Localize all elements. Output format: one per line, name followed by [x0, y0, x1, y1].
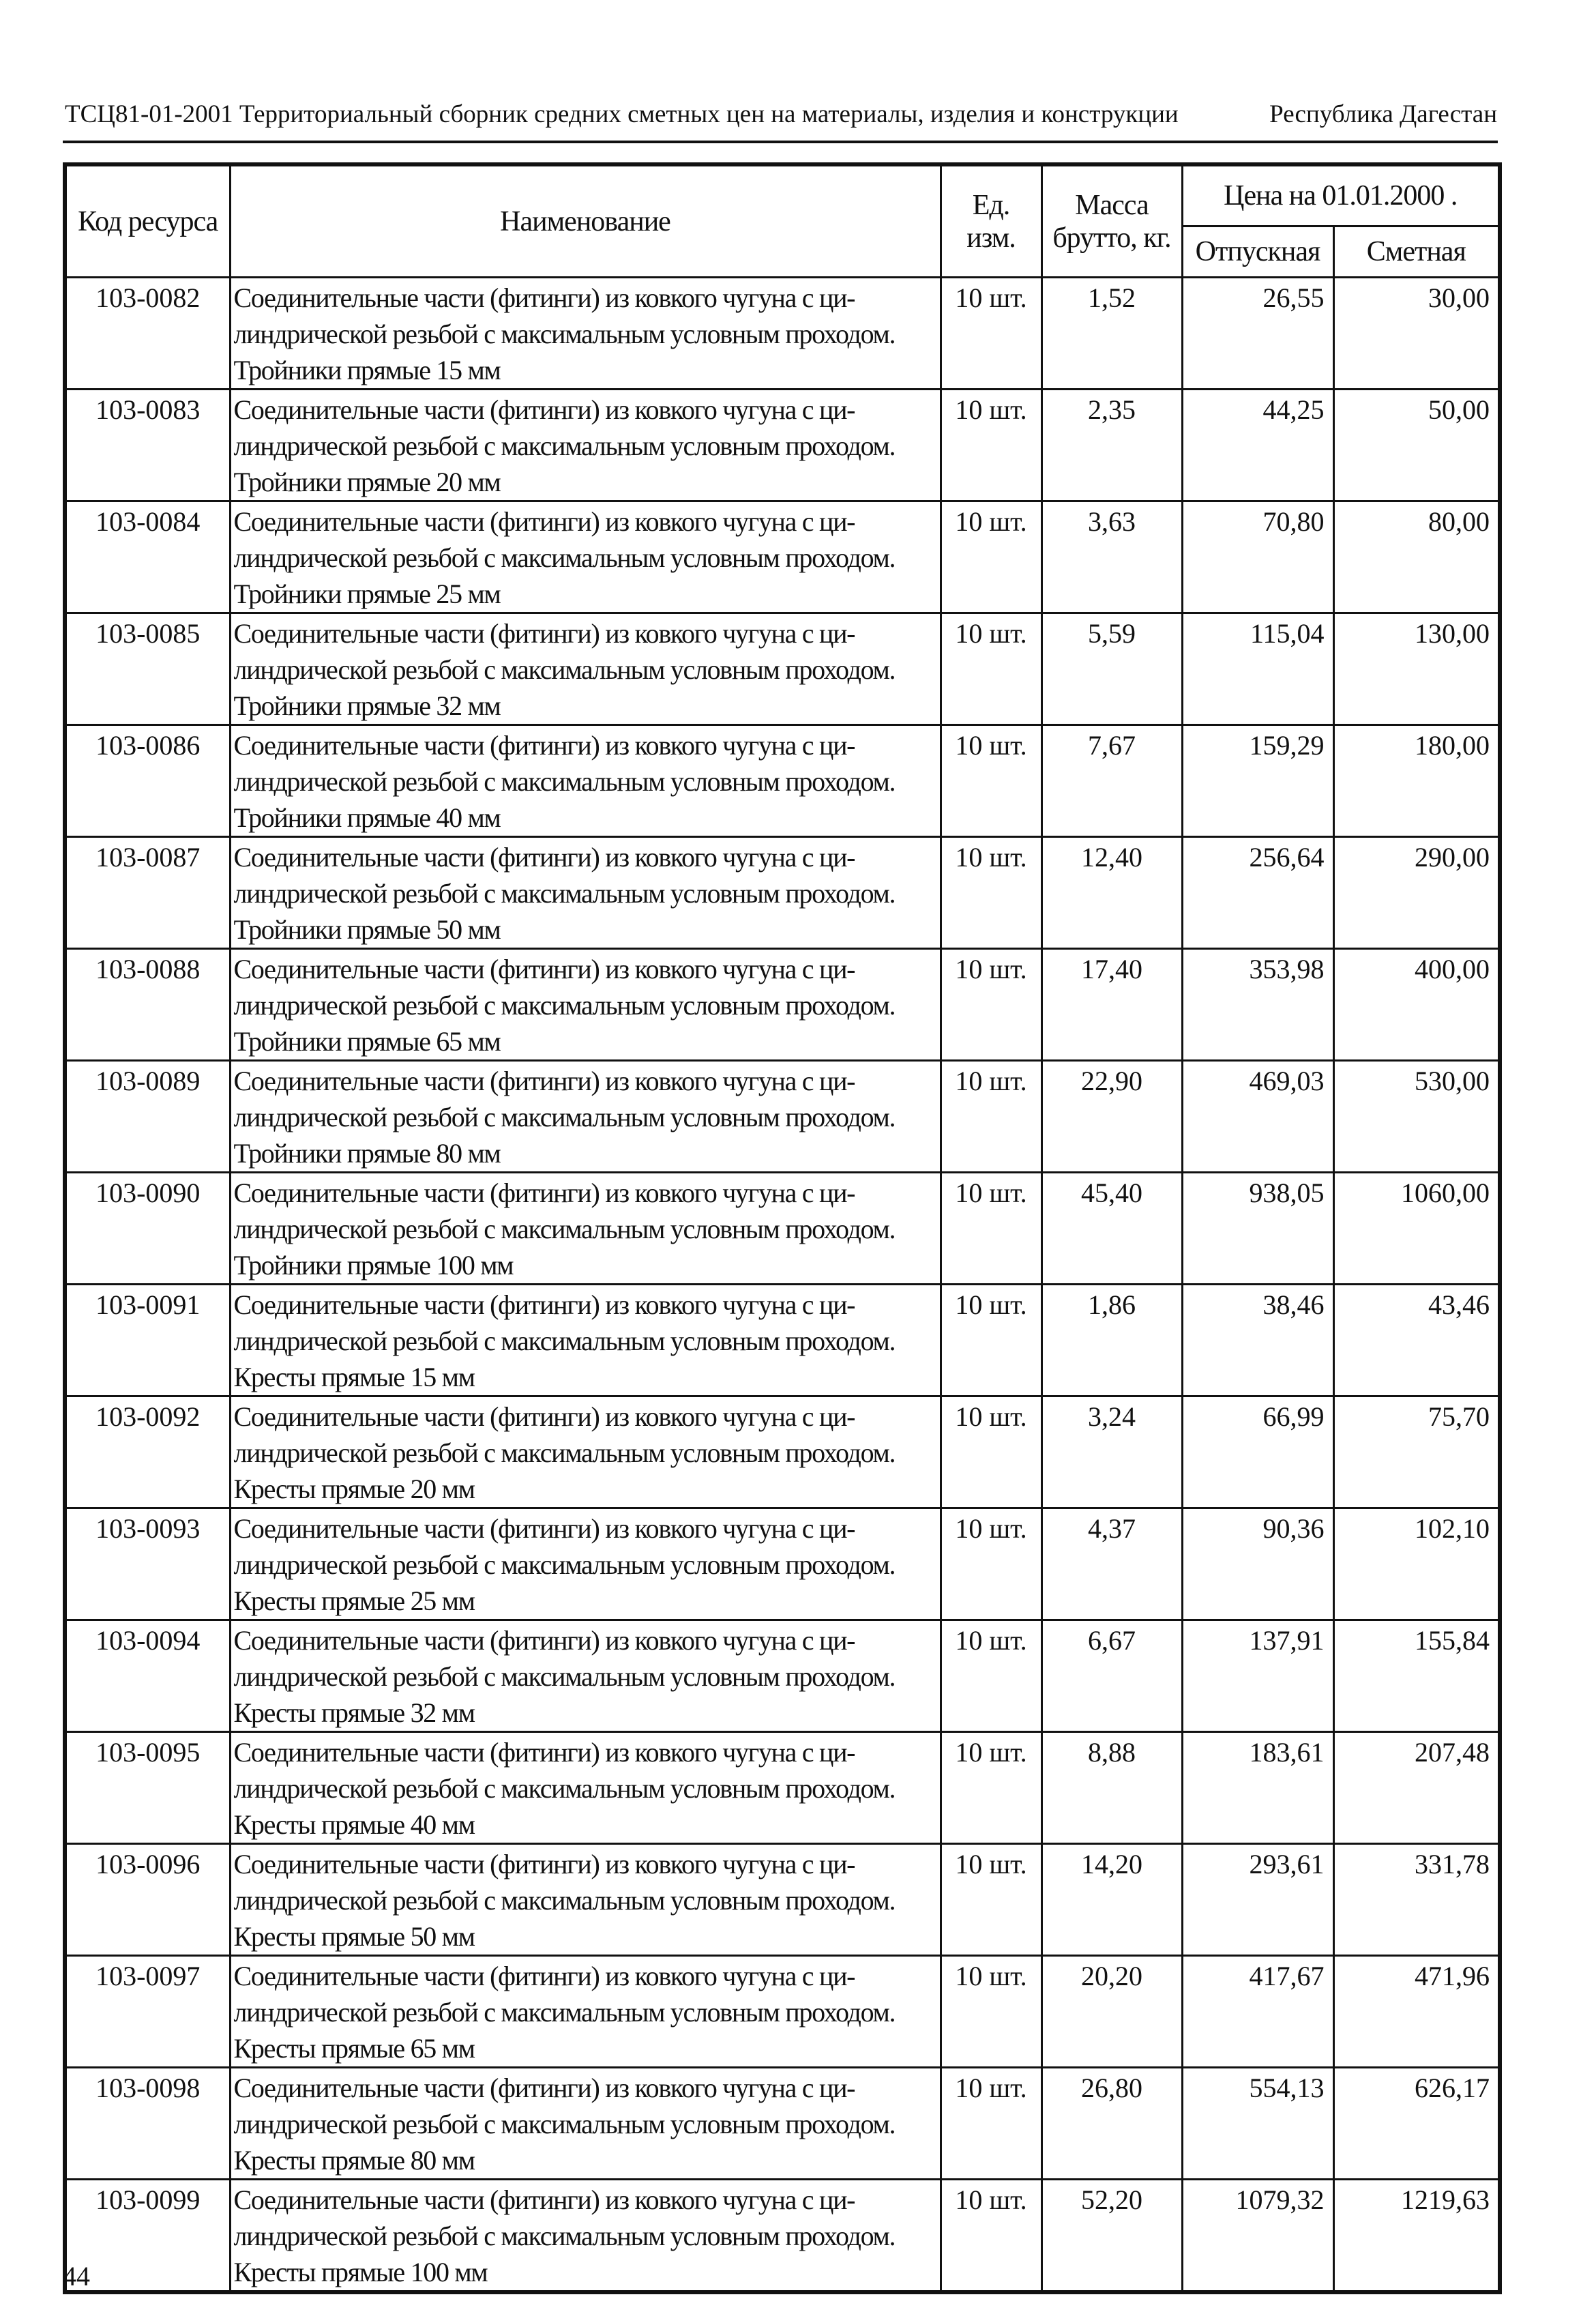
resource-name-line: Соединительные части (фитинги) из ковкого чугуна с ци- [233, 2073, 855, 2103]
table-row [65, 1285, 1500, 1396]
release-price: 1079,32 [1182, 2180, 1333, 2293]
unit-of-measure: 10 шт. [941, 949, 1041, 1061]
gross-mass: 7,67 [1041, 725, 1182, 837]
release-price: 469,03 [1182, 1061, 1333, 1173]
unit-of-measure: 10 шт. [941, 1844, 1041, 1956]
table-row [65, 390, 1500, 501]
unit-of-measure: 10 шт. [941, 1061, 1041, 1173]
table-row [65, 837, 1500, 949]
resource-name-line: Соединительные части (фитинги) из ковкого чугуна с ци- [233, 1513, 855, 1544]
table-row [65, 2180, 1500, 2293]
resource-name [230, 1173, 941, 1285]
resource-name-line: Соединительные части (фитинги) из ковкого чугуна с ци- [233, 1289, 855, 1320]
unit-of-measure: 10 шт. [941, 1285, 1041, 1396]
resource-name [230, 1396, 941, 1508]
release-price: 137,91 [1182, 1620, 1333, 1732]
column-header-price-group: Цена на 01.01.2000 . [1182, 164, 1500, 226]
resource-code: 103-0084 [65, 501, 230, 613]
table-row [65, 1508, 1500, 1620]
resource-name-line: Тройники прямые 80 мм [233, 1138, 501, 1169]
table-row [65, 1620, 1500, 1732]
column-header-unit: Ед. изм. [941, 164, 1041, 278]
resource-name [230, 725, 941, 837]
unit-of-measure: 10 шт. [941, 1396, 1041, 1508]
estimate-price: 50,00 [1333, 390, 1500, 501]
resource-name [230, 837, 941, 949]
resource-code: 103-0094 [65, 1620, 230, 1732]
release-price: 70,80 [1182, 501, 1333, 613]
resource-name-line: линдрической резьбой с максимальным условным проходом. [233, 1326, 896, 1356]
resource-name-line: Тройники прямые 25 мм [233, 579, 501, 609]
header-rule [63, 141, 1498, 143]
resource-name-line: линдрической резьбой с максимальным условным проходом. [233, 1102, 896, 1132]
estimate-price: 400,00 [1333, 949, 1500, 1061]
estimate-price: 155,84 [1333, 1620, 1500, 1732]
resource-name [230, 1061, 941, 1173]
release-price: 183,61 [1182, 1732, 1333, 1844]
resource-name-line: Соединительные части (фитинги) из ковкого чугуна с ци- [233, 618, 855, 649]
estimate-price: 75,70 [1333, 1396, 1500, 1508]
release-price: 38,46 [1182, 1285, 1333, 1396]
resource-name-line: линдрической резьбой с максимальным условным проходом. [233, 1661, 896, 1692]
column-header-code: Код ресурса [65, 164, 230, 278]
resource-name-line: линдрической резьбой с максимальным условным проходом. [233, 654, 896, 685]
release-price: 66,99 [1182, 1396, 1333, 1508]
resource-name-line: линдрической резьбой с максимальным условным проходом. [233, 2221, 896, 2251]
resource-name-line: Тройники прямые 32 мм [233, 690, 501, 721]
unit-of-measure: 10 шт. [941, 278, 1041, 390]
resource-name-line: Соединительные части (фитинги) из ковкого чугуна с ци- [233, 842, 855, 873]
column-header-release-price: Отпускная [1182, 226, 1333, 278]
running-header [65, 94, 1497, 135]
resource-name-line: Соединительные части (фитинги) из ковкого чугуна с ци- [233, 506, 855, 537]
table-row [65, 949, 1500, 1061]
release-price: 938,05 [1182, 1173, 1333, 1285]
gross-mass: 3,24 [1041, 1396, 1182, 1508]
resource-name-line: линдрической резьбой с максимальным условным проходом. [233, 542, 896, 573]
resource-code: 103-0095 [65, 1732, 230, 1844]
column-header-estimate-price: Сметная [1333, 226, 1500, 278]
release-price: 554,13 [1182, 2068, 1333, 2180]
price-table [63, 162, 1502, 2294]
resource-name [230, 1732, 941, 1844]
resource-name [230, 1285, 941, 1396]
resource-name [230, 2180, 941, 2293]
resource-name-line: Тройники прямые 100 мм [233, 1250, 514, 1281]
resource-code: 103-0098 [65, 2068, 230, 2180]
resource-name-line: линдрической резьбой с максимальным условным проходом. [233, 990, 896, 1021]
resource-name-line: линдрической резьбой с максимальным условным проходом. [233, 1437, 896, 1468]
resource-code: 103-0088 [65, 949, 230, 1061]
resource-name [230, 390, 941, 501]
estimate-price: 331,78 [1333, 1844, 1500, 1956]
gross-mass: 52,20 [1041, 2180, 1182, 2293]
resource-name-line: Соединительные части (фитинги) из ковкого чугуна с ци- [233, 394, 855, 425]
unit-of-measure: 10 шт. [941, 1508, 1041, 1620]
gross-mass: 2,35 [1041, 390, 1182, 501]
unit-of-measure: 10 шт. [941, 613, 1041, 725]
resource-name-line: Соединительные части (фитинги) из ковкого чугуна с ци- [233, 282, 855, 313]
unit-of-measure: 10 шт. [941, 2068, 1041, 2180]
gross-mass: 20,20 [1041, 1956, 1182, 2068]
resource-code: 103-0083 [65, 390, 230, 501]
table-row [65, 1396, 1500, 1508]
table-row [65, 1844, 1500, 1956]
resource-name-line: Соединительные части (фитинги) из ковкого чугуна с ци- [233, 954, 855, 984]
estimate-price: 130,00 [1333, 613, 1500, 725]
resource-name-line: линдрической резьбой с максимальным условным проходом. [233, 1549, 896, 1580]
resource-name-line: Соединительные части (фитинги) из ковкого чугуна с ци- [233, 1625, 855, 1656]
resource-code: 103-0090 [65, 1173, 230, 1285]
resource-name-line: Кресты прямые 50 мм [233, 1921, 475, 1952]
estimate-price: 290,00 [1333, 837, 1500, 949]
resource-name-line: Кресты прямые 32 мм [233, 1697, 475, 1728]
estimate-price: 530,00 [1333, 1061, 1500, 1173]
resource-name-line: Кресты прямые 20 мм [233, 1474, 475, 1504]
estimate-price: 43,46 [1333, 1285, 1500, 1396]
resource-code: 103-0099 [65, 2180, 230, 2293]
resource-name-line: Тройники прямые 20 мм [233, 467, 501, 497]
resource-name [230, 1844, 941, 1956]
resource-name [230, 1956, 941, 2068]
resource-name [230, 1620, 941, 1732]
gross-mass: 4,37 [1041, 1508, 1182, 1620]
resource-name-line: Тройники прямые 40 мм [233, 802, 501, 833]
resource-name-line: линдрической резьбой с максимальным условным проходом. [233, 1885, 896, 1916]
table-row [65, 613, 1500, 725]
unit-of-measure: 10 шт. [941, 501, 1041, 613]
resource-name-line: Соединительные части (фитинги) из ковкого чугуна с ци- [233, 1177, 855, 1208]
resource-name-line: Тройники прямые 50 мм [233, 914, 501, 945]
table-row [65, 1956, 1500, 2068]
resource-name-line: линдрической резьбой с максимальным условным проходом. [233, 430, 896, 461]
resource-code: 103-0082 [65, 278, 230, 390]
resource-name-line: Кресты прямые 65 мм [233, 2033, 475, 2064]
resource-name-line: Тройники прямые 15 мм [233, 355, 501, 385]
release-price: 44,25 [1182, 390, 1333, 501]
table-row [65, 725, 1500, 837]
resource-name-line: Соединительные части (фитинги) из ковкого чугуна с ци- [233, 730, 855, 761]
unit-of-measure: 10 шт. [941, 390, 1041, 501]
resource-name-line: Соединительные части (фитинги) из ковкого чугуна с ци- [233, 1066, 855, 1096]
resource-name [230, 2068, 941, 2180]
resource-name [230, 613, 941, 725]
table-row [65, 1061, 1500, 1173]
estimate-price: 180,00 [1333, 725, 1500, 837]
collection-title: ТСЦ81-01-2001 Территориальный сборник средних сметных цен на материалы, изделия и конструкции [65, 100, 1179, 128]
resource-name-line: Кресты прямые 40 мм [233, 1809, 475, 1840]
resource-code: 103-0092 [65, 1396, 230, 1508]
page-number: 44 [63, 2261, 90, 2292]
resource-name-line: Кресты прямые 80 мм [233, 2145, 475, 2176]
gross-mass: 22,90 [1041, 1061, 1182, 1173]
resource-name [230, 501, 941, 613]
column-header-mass: Масса брутто, кг. [1041, 164, 1182, 278]
release-price: 256,64 [1182, 837, 1333, 949]
resource-name-line: линдрической резьбой с максимальным условным проходом. [233, 1214, 896, 1244]
release-price: 417,67 [1182, 1956, 1333, 2068]
gross-mass: 12,40 [1041, 837, 1182, 949]
resource-name-line: Соединительные части (фитинги) из ковкого чугуна с ци- [233, 1849, 855, 1879]
gross-mass: 26,80 [1041, 2068, 1182, 2180]
estimate-price: 1060,00 [1333, 1173, 1500, 1285]
resource-name-line: Кресты прямые 100 мм [233, 2257, 488, 2287]
estimate-price: 626,17 [1333, 2068, 1500, 2180]
table-row [65, 501, 1500, 613]
release-price: 26,55 [1182, 278, 1333, 390]
resource-name-line: Соединительные части (фитинги) из ковкого чугуна с ци- [233, 1961, 855, 1991]
resource-name-line: линдрической резьбой с максимальным условным проходом. [233, 319, 896, 349]
resource-code: 103-0093 [65, 1508, 230, 1620]
resource-code: 103-0096 [65, 1844, 230, 1956]
estimate-price: 80,00 [1333, 501, 1500, 613]
gross-mass: 45,40 [1041, 1173, 1182, 1285]
resource-name [230, 949, 941, 1061]
release-price: 353,98 [1182, 949, 1333, 1061]
unit-of-measure: 10 шт. [941, 1732, 1041, 1844]
gross-mass: 6,67 [1041, 1620, 1182, 1732]
resource-name-line: Кресты прямые 25 мм [233, 1585, 475, 1616]
column-header-name: Наименование [230, 164, 941, 278]
resource-name-line: Соединительные части (фитинги) из ковкого чугуна с ци- [233, 1401, 855, 1432]
gross-mass: 17,40 [1041, 949, 1182, 1061]
estimate-price: 102,10 [1333, 1508, 1500, 1620]
table-row [65, 1173, 1500, 1285]
estimate-price: 1219,63 [1333, 2180, 1500, 2293]
resource-name-line: Кресты прямые 15 мм [233, 1362, 475, 1392]
estimate-price: 30,00 [1333, 278, 1500, 390]
resource-name-line: линдрической резьбой с максимальным условным проходом. [233, 878, 896, 909]
unit-of-measure: 10 шт. [941, 1956, 1041, 2068]
unit-of-measure: 10 шт. [941, 725, 1041, 837]
unit-of-measure: 10 шт. [941, 1620, 1041, 1732]
release-price: 90,36 [1182, 1508, 1333, 1620]
resource-name-line: Тройники прямые 65 мм [233, 1026, 501, 1057]
resource-name-line: линдрической резьбой с максимальным условным проходом. [233, 1997, 896, 2028]
resource-name-line: линдрической резьбой с максимальным условным проходом. [233, 1773, 896, 1804]
gross-mass: 14,20 [1041, 1844, 1182, 1956]
resource-code: 103-0097 [65, 1956, 230, 2068]
table-row [65, 2068, 1500, 2180]
estimate-price: 207,48 [1333, 1732, 1500, 1844]
resource-name-line: Соединительные части (фитинги) из ковкого чугуна с ци- [233, 2184, 855, 2215]
resource-code: 103-0089 [65, 1061, 230, 1173]
estimate-price: 471,96 [1333, 1956, 1500, 2068]
region-name: Республика Дагестан [1269, 100, 1497, 128]
resource-code: 103-0085 [65, 613, 230, 725]
unit-of-measure: 10 шт. [941, 837, 1041, 949]
table-row [65, 278, 1500, 390]
unit-of-measure: 10 шт. [941, 1173, 1041, 1285]
release-price: 115,04 [1182, 613, 1333, 725]
resource-name-line: линдрической резьбой с максимальным условным проходом. [233, 2109, 896, 2139]
gross-mass: 1,52 [1041, 278, 1182, 390]
unit-of-measure: 10 шт. [941, 2180, 1041, 2293]
resource-code: 103-0086 [65, 725, 230, 837]
gross-mass: 1,86 [1041, 1285, 1182, 1396]
table-row [65, 1732, 1500, 1844]
resource-code: 103-0091 [65, 1285, 230, 1396]
gross-mass: 3,63 [1041, 501, 1182, 613]
resource-code: 103-0087 [65, 837, 230, 949]
resource-name-line: линдрической резьбой с максимальным условным проходом. [233, 766, 896, 797]
resource-name-line: Соединительные части (фитинги) из ковкого чугуна с ци- [233, 1737, 855, 1768]
resource-name [230, 278, 941, 390]
release-price: 159,29 [1182, 725, 1333, 837]
gross-mass: 5,59 [1041, 613, 1182, 725]
resource-name [230, 1508, 941, 1620]
release-price: 293,61 [1182, 1844, 1333, 1956]
gross-mass: 8,88 [1041, 1732, 1182, 1844]
